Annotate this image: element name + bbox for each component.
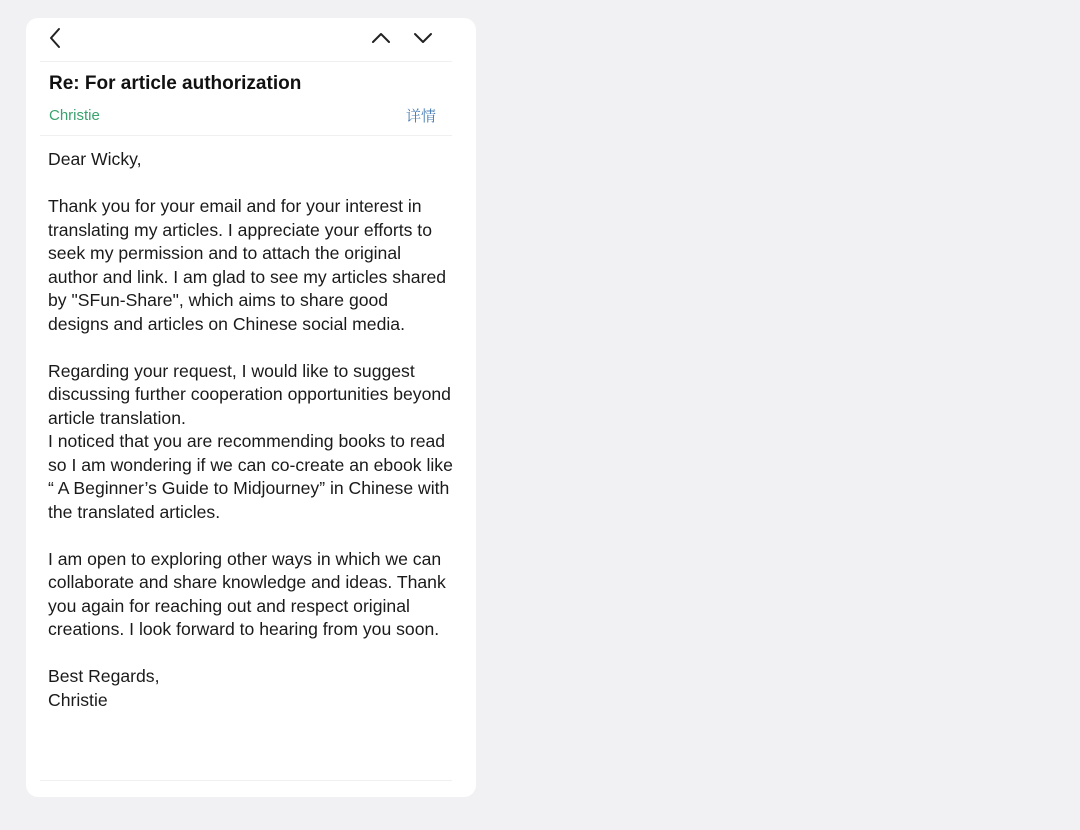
footer-divider bbox=[40, 780, 452, 781]
email-paragraph: I noticed that you are recommending books to read so I am wondering if we can co-create an ebook like “ A Beginner’s Guide to Midjourney” in Chinese with the translated articles. bbox=[48, 431, 453, 522]
next-email-button[interactable] bbox=[410, 25, 436, 51]
previous-email-button[interactable] bbox=[368, 25, 394, 51]
chevron-left-icon bbox=[48, 27, 62, 49]
header-divider bbox=[40, 135, 452, 136]
email-body bbox=[48, 148, 453, 712]
email-closing: Best Regards, bbox=[48, 666, 160, 686]
email-greeting: Dear Wicky, bbox=[48, 149, 142, 169]
email-paragraph: I am open to exploring other ways in which we can collaborate and share knowledge and ideas. Thank you again for reaching out and respect original creations. I look forward to hearing from you soon. bbox=[48, 548, 446, 639]
email-paragraph: Thank you for your email and for your interest in translating my articles. I appreciate your efforts to seek my permission and to attach the original author and link. I am glad to see my articles shared by "SFun-Share", which aims to share good designs and articles on Chinese social media. bbox=[48, 196, 447, 334]
chevron-down-icon bbox=[412, 31, 434, 45]
back-button[interactable] bbox=[42, 25, 68, 51]
nav-divider bbox=[40, 61, 452, 62]
email-subject: Re: For article authorization bbox=[49, 73, 302, 94]
email-signature: Christie bbox=[48, 689, 108, 710]
chevron-up-icon bbox=[370, 31, 392, 45]
email-nav-bar bbox=[26, 18, 476, 60]
email-panel bbox=[26, 18, 476, 797]
email-paragraph: Regarding your request, I would like to suggest discussing further cooperation opportunities beyond article translation. bbox=[48, 360, 451, 428]
details-link[interactable]: 详情 bbox=[406, 108, 437, 125]
sender-name[interactable]: Christie bbox=[49, 107, 100, 124]
